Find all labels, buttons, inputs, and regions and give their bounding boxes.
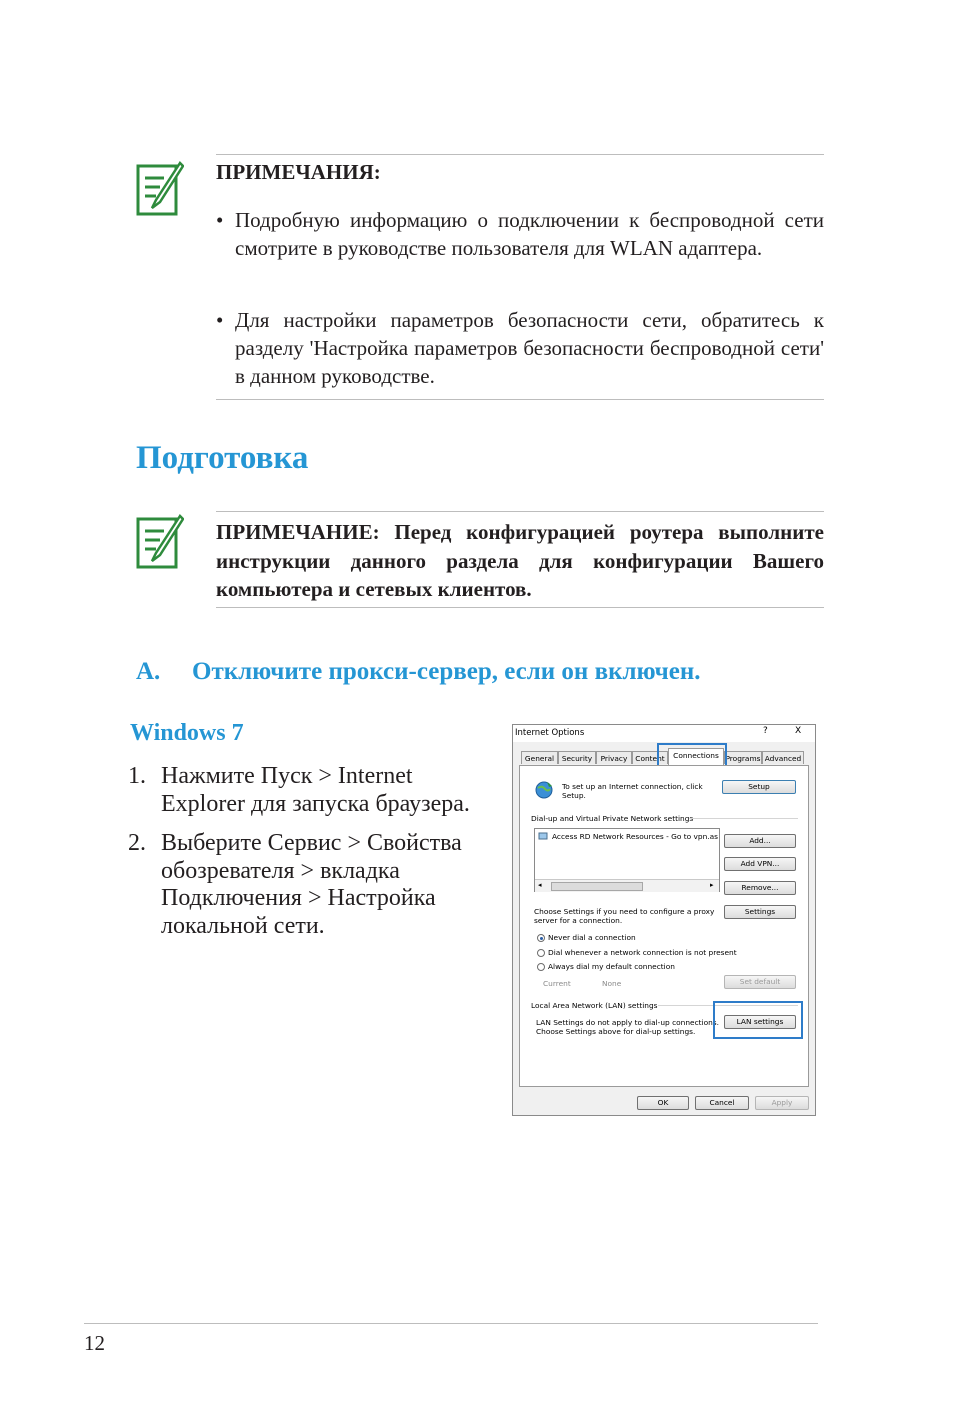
radio-dial-when-no-network[interactable]	[537, 949, 545, 957]
note2-bottom-rule	[216, 607, 824, 608]
connection-list-item[interactable]: Access RD Network Resources - Go to vpn.as	[552, 832, 718, 841]
setup-button[interactable]: Setup	[722, 780, 796, 794]
horizontal-scrollbar[interactable]	[535, 879, 719, 892]
current-label: Current	[543, 979, 571, 988]
remove-button[interactable]: Remove...	[724, 881, 796, 895]
note-title: ПРИМЕЧАНИЯ:	[216, 160, 381, 184]
radio-always-dial-label: Always dial my default connection	[548, 962, 675, 971]
note2-top-rule	[216, 511, 824, 512]
close-icon[interactable]: X	[795, 726, 802, 736]
add-button[interactable]: Add...	[724, 834, 796, 848]
tab-connections[interactable]: Connections	[668, 748, 724, 765]
footer-rule	[84, 1323, 818, 1324]
cancel-button[interactable]: Cancel	[695, 1096, 749, 1110]
apply-button[interactable]: Apply	[755, 1096, 809, 1110]
note-bottom-rule	[216, 399, 824, 400]
tab-security[interactable]: Security	[558, 751, 596, 764]
subheading-windows7: Windows 7	[130, 720, 244, 746]
radio-never-dial[interactable]	[537, 934, 545, 942]
lan-settings-highlight	[713, 1001, 803, 1039]
section-a-number: A.	[136, 658, 161, 685]
scroll-left-icon[interactable]: ◂	[538, 881, 542, 889]
tab-privacy[interactable]: Privacy	[596, 751, 632, 764]
note-bullet-2-text: Для настройки параметров безопасности сети, обратитесь к разделу 'Настройка параметров безопасности беспроводной сети' в данном руководстве.	[235, 308, 824, 388]
radio-never-dial-label: Never dial a connection	[548, 933, 636, 942]
lan-settings-button[interactable]: LAN settings	[724, 1015, 796, 1029]
section-a-heading	[136, 658, 701, 686]
step-text: Выберите Сервис > Свойства обозревателя > вкладка Подключения > Настройка локальной сети.	[161, 830, 462, 939]
setup-text-line1: To set up an Internet connection, click	[562, 782, 703, 791]
step-number: 2.	[128, 830, 146, 856]
page-number: 12	[84, 1331, 105, 1355]
current-value: None	[602, 979, 622, 988]
network-connection-icon	[538, 832, 548, 841]
dialog-title: Internet Options	[515, 728, 585, 738]
note-bullet-1-text: Подробную информацию о подключении к беспроводной сети смотрите в руководстве пользователя для WLAN адаптера.	[235, 208, 824, 260]
note-bullet-2: • Для настройки параметров безопасности сети, обратитесь к разделу 'Настройка параметров безопасности беспроводной сети' в данном руководстве.	[216, 308, 824, 388]
tab-general[interactable]: General	[521, 751, 558, 764]
proxy-text-line2: server for a connection.	[534, 916, 623, 925]
steps-list	[128, 763, 488, 952]
add-vpn-button[interactable]: Add VPN...	[724, 857, 796, 871]
step-item	[128, 830, 488, 940]
ok-button[interactable]: OK	[637, 1096, 689, 1110]
set-default-button[interactable]: Set default	[724, 975, 796, 989]
tab-programs[interactable]: Programs	[724, 751, 762, 764]
note2-text: ПРИМЕЧАНИЕ: Перед конфигурацией роутера выполните инструкции данного раздела для конфигурации Вашего компьютера и сетевых клиентов.	[216, 520, 824, 601]
internet-options-dialog	[512, 724, 816, 1116]
radio-always-dial[interactable]	[537, 963, 545, 971]
proxy-text-line1: Choose Settings if you need to configure a proxy	[534, 907, 715, 916]
help-icon[interactable]: ?	[763, 726, 768, 736]
section-heading: Подготовка	[136, 440, 309, 476]
scrollbar-thumb[interactable]	[551, 882, 643, 891]
scroll-right-icon[interactable]: ▸	[710, 881, 714, 889]
lan-text-line2: Choose Settings above for dial-up settings.	[536, 1027, 696, 1036]
dialup-group-label: Dial-up and Virtual Private Network settings	[531, 814, 694, 823]
lan-group-label: Local Area Network (LAN) settings	[531, 1001, 658, 1010]
tab-advanced[interactable]: Advanced	[762, 751, 804, 764]
settings-button[interactable]: Settings	[724, 905, 796, 919]
step-text: Нажмите Пуск > Internet Explorer для запуска браузера.	[161, 763, 470, 817]
tab-content[interactable]: Content	[632, 751, 668, 764]
dialog-titlebar	[513, 725, 815, 742]
note-bullet-1: • Подробную информацию о подключении к беспроводной сети смотрите в руководстве пользователя для WLAN адаптера.	[216, 208, 824, 260]
radio-dial-when-no-network-label: Dial whenever a network connection is not present	[548, 948, 737, 957]
setup-text-line2: Setup.	[562, 791, 586, 800]
step-item	[128, 763, 488, 818]
note-pencil-icon	[136, 513, 184, 571]
dialup-group-rule	[690, 818, 798, 819]
globe-icon	[534, 780, 554, 800]
note-pencil-icon	[136, 160, 184, 218]
connection-list[interactable]	[534, 828, 720, 892]
section-a-title: Отключите прокси-сервер, если он включен.	[192, 658, 701, 685]
step-number: 1.	[128, 763, 146, 789]
lan-text-line1: LAN Settings do not apply to dial-up connections.	[536, 1018, 719, 1027]
note-top-rule	[216, 154, 824, 155]
